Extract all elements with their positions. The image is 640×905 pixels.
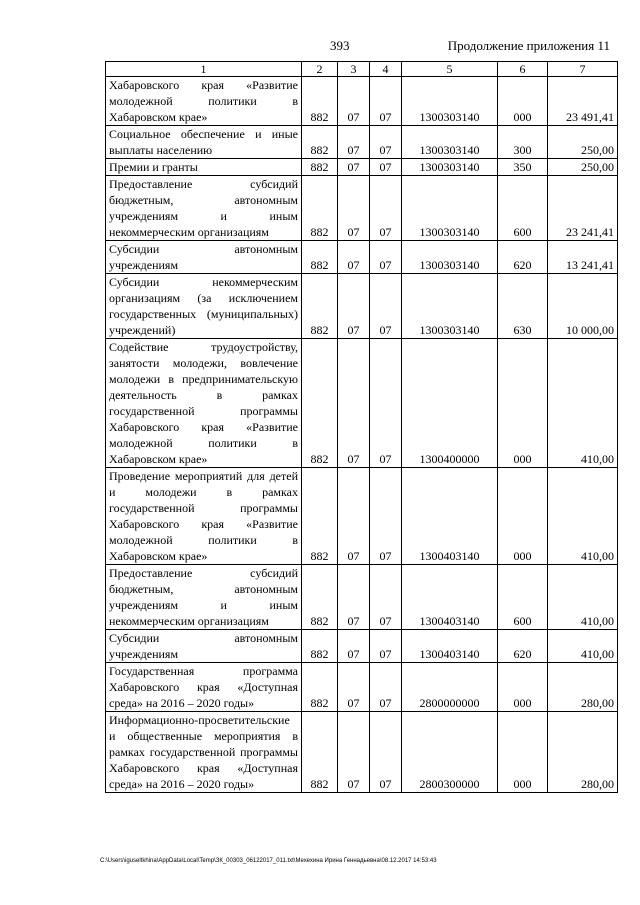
cell-item-name: Предоставление субсидий бюджетным, автономным учреждениям и иным некоммерческим организациям — [106, 565, 302, 630]
column-header: 3 — [338, 62, 370, 77]
cell-target-article-code: 1300303140 — [402, 274, 498, 339]
cell-item-name: Субсидии некоммерческим организациям (за исключением государственных (муниципальных) учреждений) — [106, 274, 302, 339]
cell-item-name: Государственная программа Хабаровского края «Доступная среда» на 2016 – 2020 годы» — [106, 663, 302, 712]
cell-expense-type-code: 000 — [498, 712, 548, 793]
cell-subsection-code: 07 — [370, 126, 402, 159]
table-row — [106, 241, 618, 274]
cell-section-code: 07 — [338, 630, 370, 663]
cell-item-name: Субсидии автономным учреждениям — [106, 241, 302, 274]
cell-target-article-code: 1300303140 — [402, 126, 498, 159]
cell-subsection-code: 07 — [370, 630, 402, 663]
table-row — [106, 274, 618, 339]
column-header: 1 — [106, 62, 302, 77]
cell-expense-type-code: 620 — [498, 630, 548, 663]
cell-section-code: 07 — [338, 339, 370, 468]
cell-amount: 280,00 — [548, 712, 618, 793]
cell-subsection-code: 07 — [370, 565, 402, 630]
cell-amount: 10 000,00 — [548, 274, 618, 339]
cell-section-code: 07 — [338, 176, 370, 241]
cell-amount: 13 241,41 — [548, 241, 618, 274]
cell-target-article-code: 1300403140 — [402, 565, 498, 630]
cell-section-code: 07 — [338, 468, 370, 565]
cell-expense-type-code: 620 — [498, 241, 548, 274]
cell-subsection-code: 07 — [370, 241, 402, 274]
table-header — [106, 62, 618, 77]
cell-target-article-code: 1300403140 — [402, 468, 498, 565]
cell-target-article-code: 2800300000 — [402, 712, 498, 793]
cell-amount: 410,00 — [548, 339, 618, 468]
cell-ministry-code: 882 — [302, 274, 338, 339]
cell-ministry-code: 882 — [302, 630, 338, 663]
cell-expense-type-code: 000 — [498, 468, 548, 565]
cell-expense-type-code: 600 — [498, 176, 548, 241]
column-header: 2 — [302, 62, 338, 77]
cell-amount: 410,00 — [548, 565, 618, 630]
cell-ministry-code: 882 — [302, 565, 338, 630]
column-header: 6 — [498, 62, 548, 77]
cell-expense-type-code: 000 — [498, 77, 548, 126]
budget-table — [105, 61, 618, 793]
cell-ministry-code: 882 — [302, 77, 338, 126]
cell-expense-type-code: 630 — [498, 274, 548, 339]
cell-target-article-code: 1300303140 — [402, 241, 498, 274]
cell-section-code: 07 — [338, 159, 370, 176]
table-row — [106, 565, 618, 630]
cell-section-code: 07 — [338, 274, 370, 339]
column-header: 4 — [370, 62, 402, 77]
table-row — [106, 630, 618, 663]
cell-item-name: Информационно-просветительские и общественные мероприятия в рамках государственной программы Хабаровского края «Доступная среда» на 2016 – 2020 годы» — [106, 712, 302, 793]
cell-ministry-code: 882 — [302, 663, 338, 712]
cell-item-name: Премии и гранты — [106, 159, 302, 176]
cell-ministry-code: 882 — [302, 712, 338, 793]
cell-expense-type-code: 600 — [498, 565, 548, 630]
cell-subsection-code: 07 — [370, 77, 402, 126]
cell-section-code: 07 — [338, 565, 370, 630]
cell-target-article-code: 2800000000 — [402, 663, 498, 712]
cell-section-code: 07 — [338, 126, 370, 159]
table-row — [106, 176, 618, 241]
column-header: 7 — [548, 62, 618, 77]
cell-amount: 250,00 — [548, 126, 618, 159]
cell-subsection-code: 07 — [370, 339, 402, 468]
cell-subsection-code: 07 — [370, 663, 402, 712]
cell-subsection-code: 07 — [370, 712, 402, 793]
cell-item-name: Субсидии автономным учреждениям — [106, 630, 302, 663]
cell-expense-type-code: 300 — [498, 126, 548, 159]
table-row — [106, 159, 618, 176]
cell-ministry-code: 882 — [302, 241, 338, 274]
cell-expense-type-code: 000 — [498, 339, 548, 468]
cell-amount: 23 491,41 — [548, 77, 618, 126]
cell-ministry-code: 882 — [302, 339, 338, 468]
table-row — [106, 77, 618, 126]
cell-amount: 410,00 — [548, 630, 618, 663]
cell-target-article-code: 1300403140 — [402, 630, 498, 663]
page-number: 393 — [330, 38, 350, 53]
cell-ministry-code: 882 — [302, 468, 338, 565]
cell-amount: 250,00 — [548, 159, 618, 176]
cell-amount: 23 241,41 — [548, 176, 618, 241]
cell-item-name: Содействие трудоустройству, занятости молодежи, вовлечение молодежи в предпринимательскую деятельность в рамках государственной программы Хабаровского края «Развитие молодежной политики в Хабаровском крае» — [106, 339, 302, 468]
cell-section-code: 07 — [338, 712, 370, 793]
table-row — [106, 339, 618, 468]
cell-ministry-code: 882 — [302, 126, 338, 159]
cell-item-name: Проведение мероприятий для детей и молодежи в рамках государственной программы Хабаровского края «Развитие молодежной политики в Хабаровском крае» — [106, 468, 302, 565]
cell-amount: 410,00 — [548, 468, 618, 565]
cell-item-name: Хабаровского края «Развитие молодежной политики в Хабаровском крае» — [106, 77, 302, 126]
cell-subsection-code: 07 — [370, 468, 402, 565]
cell-target-article-code: 1300303140 — [402, 77, 498, 126]
cell-item-name: Предоставление субсидий бюджетным, автономным учреждениям и иным некоммерческим организациям — [106, 176, 302, 241]
cell-expense-type-code: 350 — [498, 159, 548, 176]
cell-ministry-code: 882 — [302, 159, 338, 176]
table-row — [106, 663, 618, 712]
column-header: 5 — [402, 62, 498, 77]
continuation-label: Продолжение приложения 11 — [447, 38, 610, 53]
cell-amount: 280,00 — [548, 663, 618, 712]
cell-subsection-code: 07 — [370, 159, 402, 176]
cell-section-code: 07 — [338, 663, 370, 712]
cell-ministry-code: 882 — [302, 176, 338, 241]
cell-expense-type-code: 000 — [498, 663, 548, 712]
cell-item-name: Социальное обеспечение и иные выплаты населению — [106, 126, 302, 159]
cell-target-article-code: 1300400000 — [402, 339, 498, 468]
table-row — [106, 126, 618, 159]
cell-section-code: 07 — [338, 77, 370, 126]
table-body — [106, 77, 618, 793]
cell-subsection-code: 07 — [370, 274, 402, 339]
header-row — [106, 62, 618, 77]
cell-target-article-code: 1300303140 — [402, 159, 498, 176]
table-row — [106, 468, 618, 565]
cell-section-code: 07 — [338, 241, 370, 274]
table-row — [106, 712, 618, 793]
cell-target-article-code: 1300303140 — [402, 176, 498, 241]
file-path-footer: C:\Users\iguseltkhina\AppData\Local\Temp\ЗК_00303_06122017_011.txt\Мехехина Ирина Геннадьевна\08.12.2017 14:53:43 — [100, 858, 437, 864]
cell-subsection-code: 07 — [370, 176, 402, 241]
